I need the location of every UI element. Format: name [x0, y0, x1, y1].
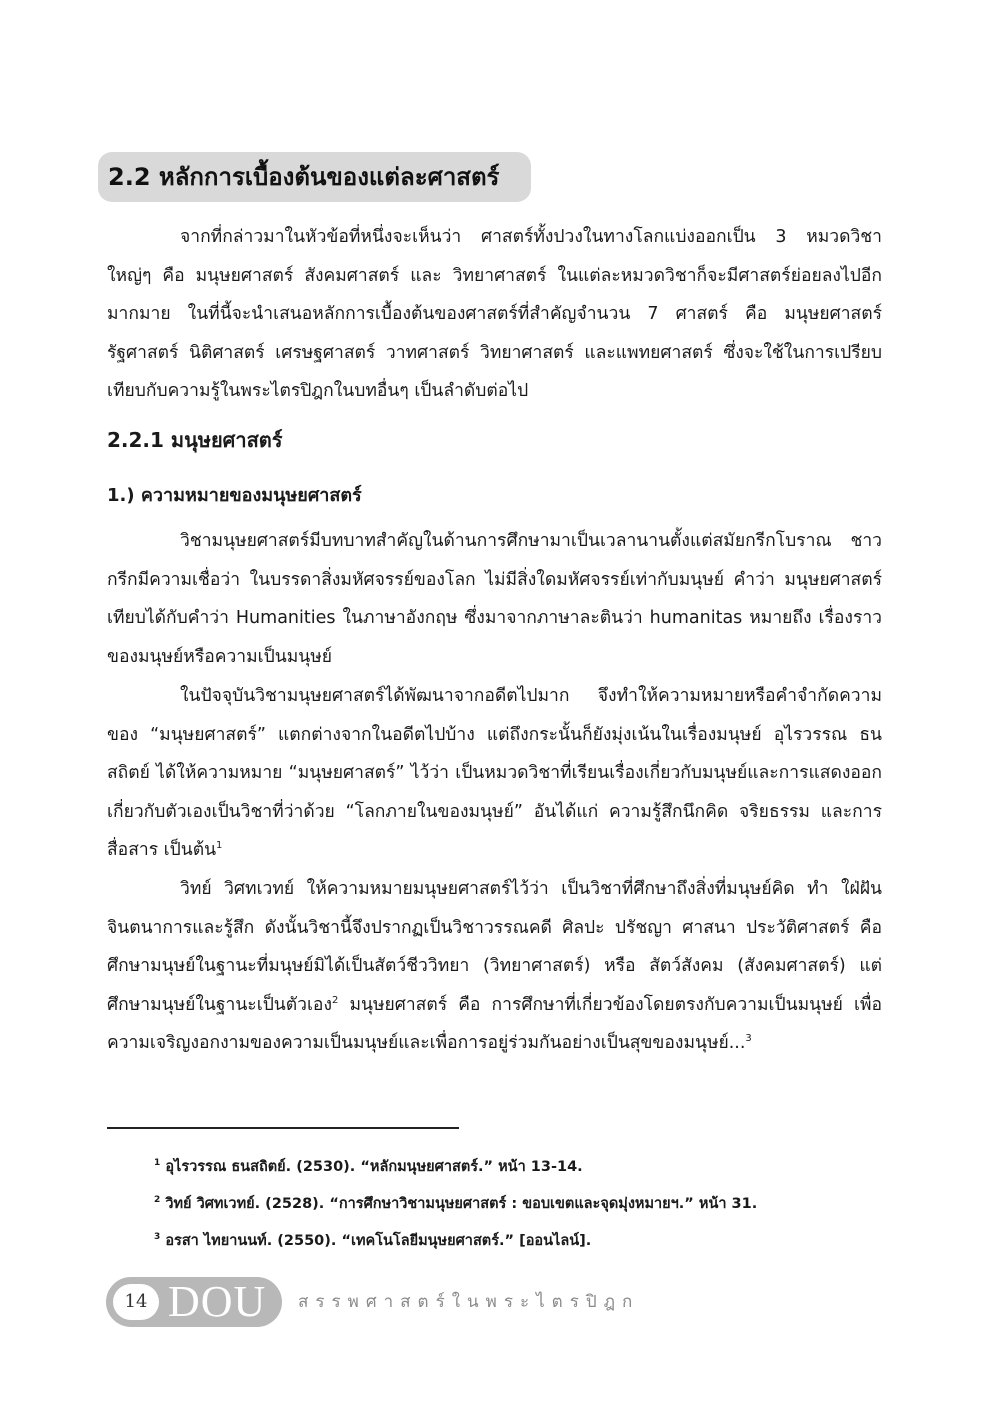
footnote-1 — [154, 1153, 914, 1181]
footnote-1-text: อุไรวรรณ ธนสถิตย์. (2530). “หลักมนุษยศาสตร์.” หน้า 13-14. — [165, 1159, 583, 1175]
page-number: 14 — [113, 1284, 159, 1320]
footnote-3-text: อรสา ไทยานนท์. (2550). “เทคโนโลยีมนุษยศาสตร์.” [ออนไลน์]. — [165, 1233, 592, 1249]
section-intro-paragraph: จากที่กล่าวมาในหัวข้อที่หนึ่งจะเห็นว่า ศาสตร์ทั้งปวงในทางโลกแบ่งออกเป็น 3 หมวดวิชาใหญ่ๆ คือ มนุษยศาสตร์ สังคมศาสตร์ และ วิทยาศาสตร์ ในแต่ละหมวดวิชาก็จะมีศาสตร์ย่อยลงไปอีกมากมาย ในที่นี้จะนำเสนอหลักการเบื้องต้นของศาสตร์ที่สำคัญจำนวน 7 ศาสตร์ คือ มนุษยศาสตร์ รัฐศาสตร์ นิติศาสตร์ เศรษฐศาสตร์ วาทศาสตร์ วิทยาศาสตร์ และแพทยศาสตร์ ซึ่งจะใช้ในการเปรียบเทียบกับความรู้ในพระไตรปิฎกในบทอื่นๆ เป็นลำดับต่อไป — [107, 227, 882, 401]
body-paragraph-3 — [107, 870, 882, 1063]
footnote-ref-1: 1 — [216, 840, 223, 852]
topic-heading: 1.) ความหมายของมนุษยศาสตร์ — [107, 485, 362, 506]
paragraph-3-text-b: มนุษยศาสตร์ คือ การศึกษาที่เกี่ยวข้องโดยตรงกับความเป็นมนุษย์ เพื่อความเจริญงอกงามของความเป็นมนุษย์และเพื่อการอยู่ร่วมกันอย่างเป็นสุขของมนุษย์... — [107, 994, 882, 1053]
footnote-ref-3: 3 — [745, 1033, 752, 1045]
paragraph-2-text: ในปัจจุบันวิชามนุษยศาสตร์ได้พัฒนาจากอดีตไปมาก จึงทำให้ความหมายหรือคำจำกัดความของ “มนุษยศาสตร์” แตกต่างจากในอดีตไปบ้าง แต่ถึงกระนั้นก็ยังมุ่งเน้นในเรื่องมนุษย์ อุไรวรรณ ธนสถิตย์ ได้ให้ความหมาย “มนุษยศาสตร์” ไว้ว่า เป็นหมวดวิชาที่เรียนเรื่องเกี่ยวกับมนุษย์และการแสดงออกเกี่ยวกับตัวเองเป็นวิชาที่ว่าด้วย “โลกภายในของมนุษย์” อันได้แก่ ความรู้สึกนึกคิด จริยธรรม และการสื่อสาร เป็นต้น — [107, 686, 882, 860]
book-title: สรรพศาสตร์ในพระไตรปิฎก — [298, 1292, 640, 1312]
footnote-ref-2: 2 — [332, 994, 339, 1006]
footnote-2-number: 2 — [154, 1195, 161, 1206]
footnote-2-text: วิทย์ วิศทเวทย์. (2528). “การศึกษาวิชามนุษยศาสตร์ : ขอบเขตและจุดมุ่งหมายฯ.” หน้า 31. — [165, 1196, 758, 1212]
footnote-3 — [154, 1227, 914, 1255]
footnote-2 — [154, 1190, 914, 1218]
footnote-divider — [107, 1127, 459, 1129]
body-paragraph-1: วิชามนุษยศาสตร์มีบทบาทสำคัญในด้านการศึกษามาเป็นเวลานานตั้งแต่สมัยกรีกโบราณ ชาวกรีกมีความเชื่อว่า ในบรรดาสิ่งมหัศจรรย์ของโลก ไม่มีสิ่งใดมหัศจรรย์เท่ากับมนุษย์ คำว่า มนุษยศาสตร์ เทียบได้กับคำว่า Humanities ในภาษาอังกฤษ ซึ่งมาจากภาษาละตินว่า humanitas หมายถึง เรื่องราวของมนุษย์หรือความเป็นมนุษย์ — [107, 531, 882, 667]
dou-logo: DOU — [168, 1277, 267, 1326]
body-paragraph-2 — [107, 677, 882, 870]
footnote-3-number: 3 — [154, 1232, 161, 1243]
footnote-1-number: 1 — [154, 1158, 161, 1169]
section-heading: 2.2 หลักการเบื้องต้นของแต่ละศาสตร์ — [98, 152, 531, 202]
paragraph-3-text-a: วิทย์ วิศทเวทย์ ให้ความหมายมนุษยศาสตร์ไว้ว่า เป็นวิชาที่ศึกษาถึงสิ่งที่มนุษย์คิด ทำ ใฝ่ฝัน จินตนาการและรู้สึก ดังนั้นวิชานี้จึงปรากฏเป็นวิชาวรรณคดี ศิลปะ ปรัชญา ศาสนา ประวัติศาสตร์ คือ ศึกษามนุษย์ในฐานะที่มนุษย์มิได้เป็นสัตว์ชีววิทยา (วิทยาศาสตร์) หรือ สัตว์สังคม (สังคมศาสตร์) แต่ศึกษามนุษย์ในฐานะเป็นตัวเอง — [107, 879, 882, 1015]
subsection-heading: 2.2.1 มนุษยศาสตร์ — [107, 428, 283, 452]
